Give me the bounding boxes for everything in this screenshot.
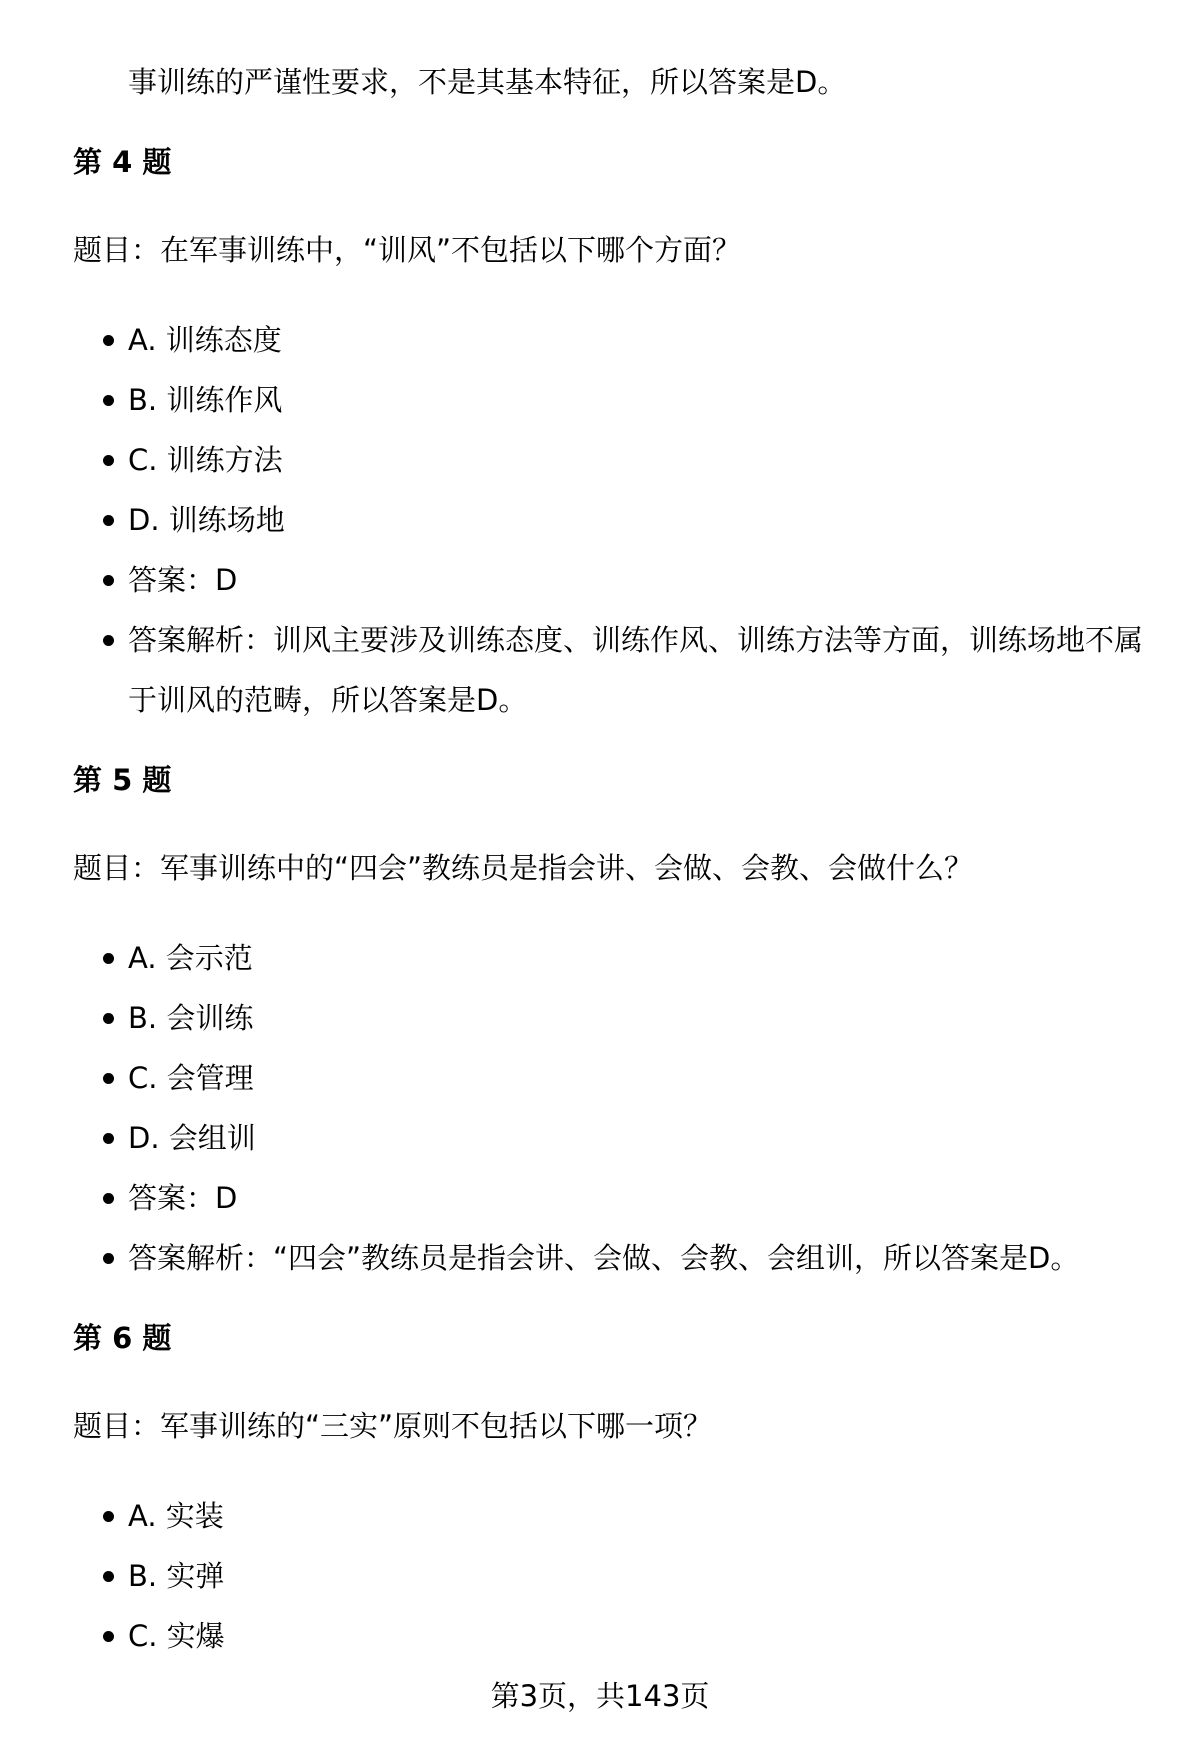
option-item	[73, 1486, 1153, 1546]
option-text: C. 会管理	[128, 1061, 254, 1095]
continuation-text: 事训练的严谨性要求，不是其基本特征，所以答案是D。	[128, 65, 847, 99]
document-content	[73, 0, 1153, 1666]
answer-item	[73, 1168, 1153, 1228]
option-text: C. 训练方法	[128, 443, 283, 477]
answer-text: 答案：D	[128, 1181, 238, 1215]
explanation-text: 答案解析：“四会”教练员是指会讲、会做、会教、会组训，所以答案是D。	[128, 1241, 1080, 1275]
option-text: A. 实装	[128, 1499, 224, 1533]
option-item	[73, 310, 1153, 370]
option-item	[73, 1048, 1153, 1108]
question-heading: 第 4 题	[73, 145, 172, 179]
option-text: B. 实弹	[128, 1559, 225, 1593]
explanation-item	[73, 610, 1153, 730]
option-item	[73, 490, 1153, 550]
option-list	[73, 928, 1153, 1288]
option-text: D. 会组训	[128, 1121, 256, 1155]
question-prompt: 题目：在军事训练中，“训风”不包括以下哪个方面？	[73, 233, 742, 267]
option-item	[73, 370, 1153, 430]
bullet-icon	[103, 1013, 114, 1024]
option-item	[73, 1546, 1153, 1606]
option-text: B. 训练作风	[128, 383, 283, 417]
explanation-text: 答案解析：训风主要涉及训练态度、训练作风、训练方法等方面，训练场地不属于训风的范畴，所以答案是D。	[128, 623, 1144, 717]
bullet-icon	[103, 335, 114, 346]
bullet-icon	[103, 1073, 114, 1084]
option-item	[73, 988, 1153, 1048]
bullet-icon	[103, 635, 114, 646]
bullet-icon	[103, 395, 114, 406]
option-list	[73, 310, 1153, 730]
answer-item	[73, 550, 1153, 610]
explanation-item	[73, 1228, 1153, 1288]
bullet-icon	[103, 1511, 114, 1522]
question-6	[73, 1318, 1153, 1666]
option-text: B. 会训练	[128, 1001, 254, 1035]
option-text: C. 实爆	[128, 1619, 225, 1653]
bullet-icon	[103, 455, 114, 466]
bullet-icon	[103, 1631, 114, 1642]
option-text: D. 训练场地	[128, 503, 285, 537]
option-text: A. 会示范	[128, 941, 253, 975]
bullet-icon	[103, 1193, 114, 1204]
answer-text: 答案：D	[128, 563, 238, 597]
bullet-icon	[103, 515, 114, 526]
option-text: A. 训练态度	[128, 323, 282, 357]
question-heading: 第 5 题	[73, 763, 172, 797]
question-4	[73, 142, 1153, 730]
option-item	[73, 430, 1153, 490]
bullet-icon	[103, 1253, 114, 1264]
bullet-icon	[103, 1571, 114, 1582]
question-heading: 第 6 题	[73, 1321, 172, 1355]
bullet-icon	[103, 1133, 114, 1144]
question-prompt: 题目：军事训练的“三实”原则不包括以下哪一项？	[73, 1409, 713, 1443]
option-list	[73, 1486, 1153, 1666]
bullet-icon	[103, 575, 114, 586]
question-5	[73, 760, 1153, 1288]
option-item	[73, 928, 1153, 988]
bullet-icon	[103, 953, 114, 964]
question-prompt: 题目：军事训练中的“四会”教练员是指会讲、会做、会教、会做什么？	[73, 851, 974, 885]
option-item	[73, 1606, 1153, 1666]
option-item	[73, 1108, 1153, 1168]
page-footer: 第3页，共143页	[490, 1679, 710, 1713]
